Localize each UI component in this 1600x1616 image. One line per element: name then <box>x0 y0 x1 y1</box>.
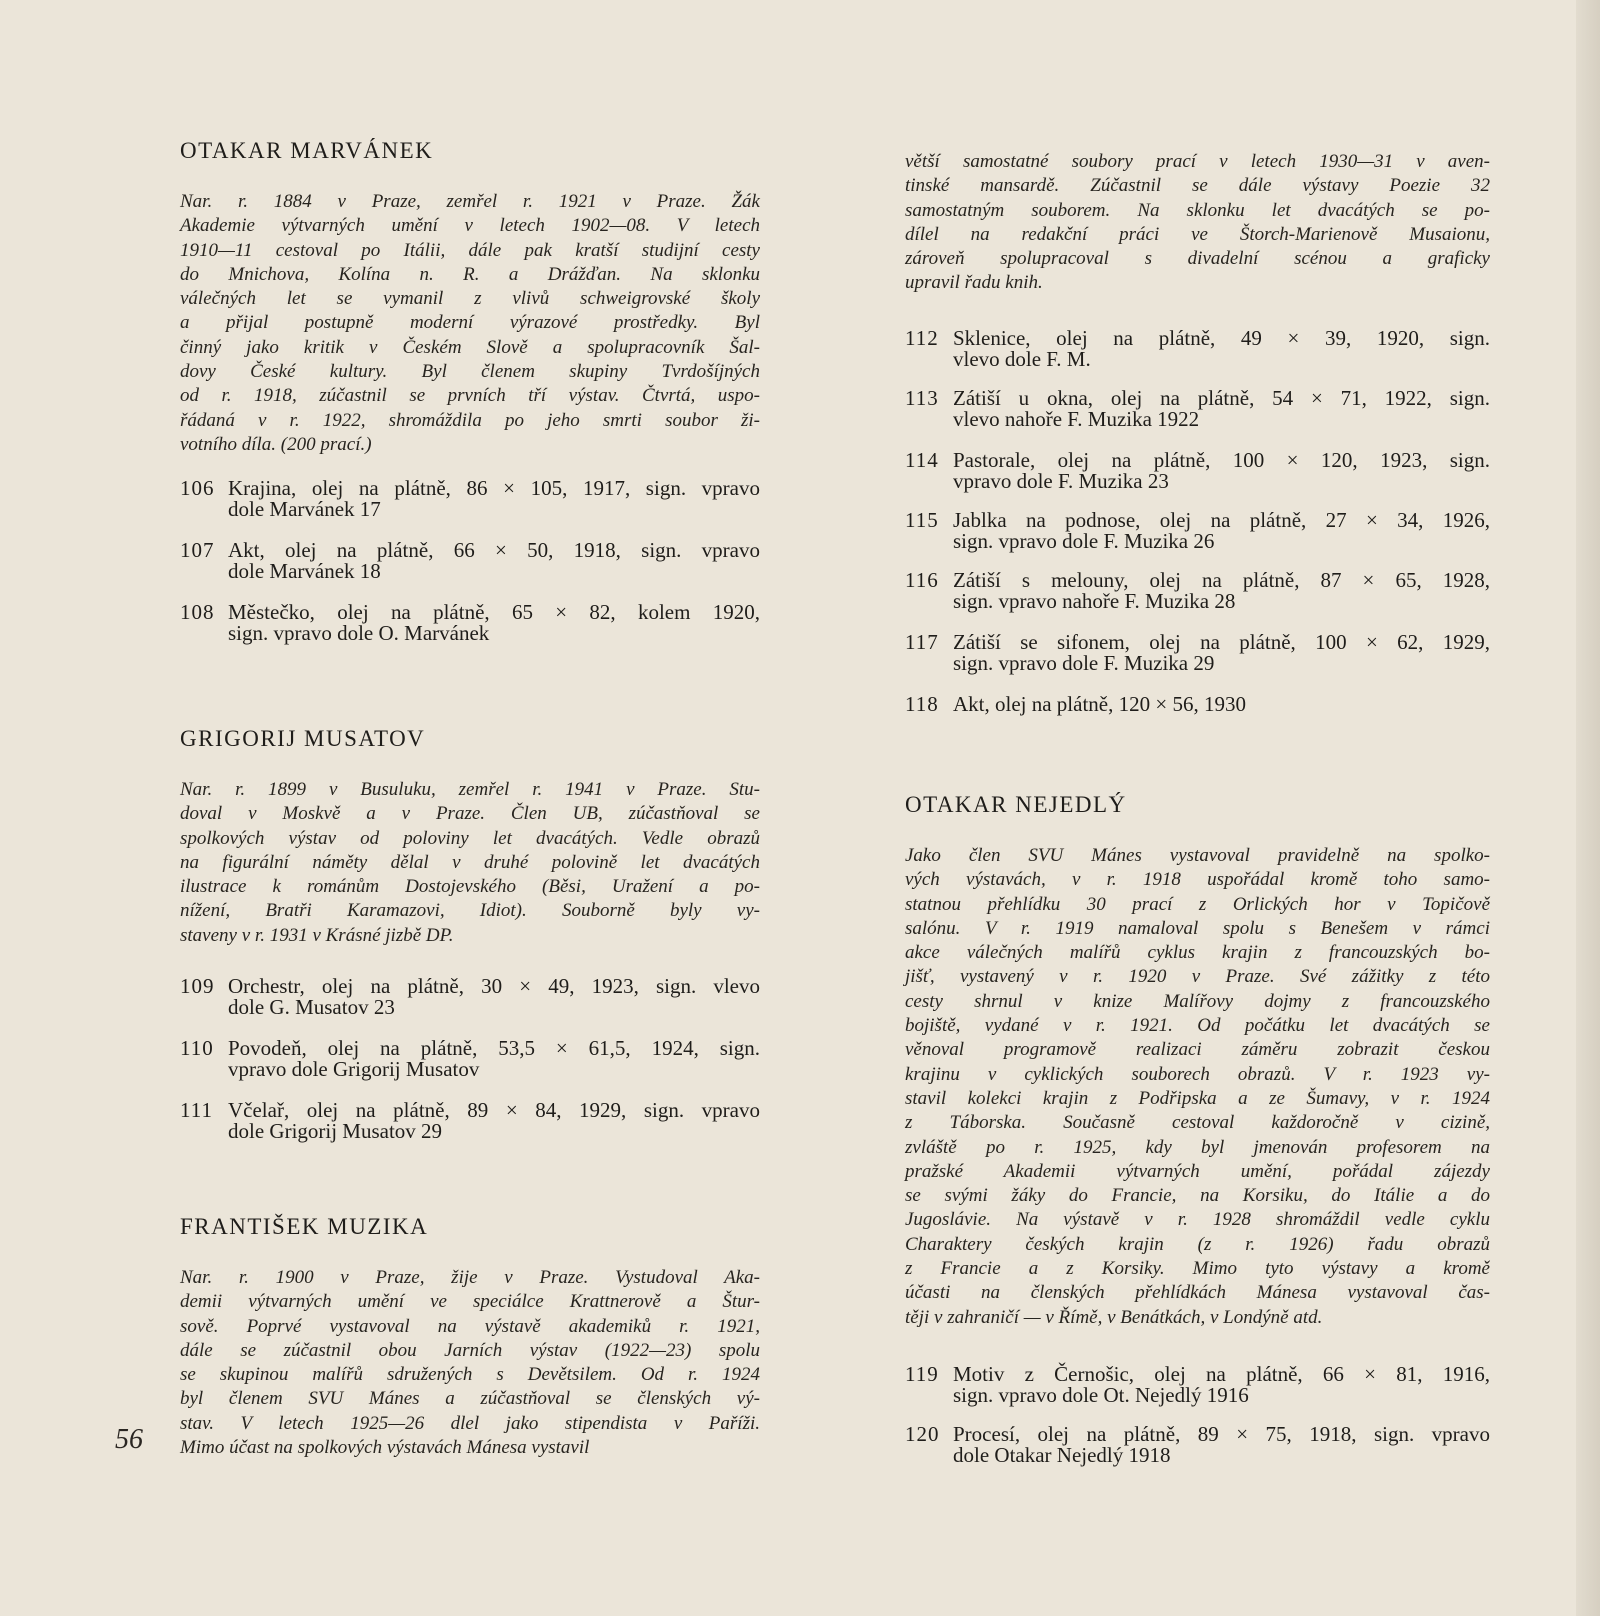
bio-line: Nar. r. 1899 v Busuluku, zemřel r. 1941 v Praze. Stu- <box>180 779 760 800</box>
catalogue-entry <box>905 448 1490 493</box>
catalogue-number: 120 <box>905 1422 940 1446</box>
catalogue-description-line: dole Marvánek 18 <box>228 559 381 583</box>
catalogue-number: 113 <box>905 386 939 410</box>
catalogue-description-line: vlevo dole F. M. <box>953 347 1091 371</box>
bio-line: válečných let se vymanil z vlivů schweigrovské školy <box>180 288 760 310</box>
page-number: 56 <box>115 1424 143 1455</box>
bio-line: samostatným souborem. Na sklonku let dvacátých se po- <box>905 199 1490 221</box>
bio-line: 1910—11 cestoval po Itálii, dále pak kratší studijní cesty <box>180 239 760 261</box>
catalogue-description-line: Zátiší se sifonem, olej na plátně, 100 × 62, 1929, <box>953 630 1490 654</box>
catalogue-description-line: Jablka na podnose, olej na plátně, 27 × 34, 1926, <box>953 508 1490 532</box>
bio-line: Jako člen SVU Mánes vystavoval pravidelně na spolko- <box>905 845 1490 866</box>
catalogue-description-line: dole Marvánek 17 <box>228 497 381 521</box>
artist-heading-musatov: GRIGORIJ MUSATOV <box>180 726 426 751</box>
page-gutter-shadow <box>1576 0 1600 1616</box>
catalogue-entry <box>905 508 1490 553</box>
artist-heading-marvanek: OTAKAR MARVÁNEK <box>180 138 434 163</box>
bio-line: salónu. V r. 1919 namaloval spolu s Benešem v rámci <box>905 917 1490 939</box>
catalogue-entry <box>905 326 1490 371</box>
catalogue-entry <box>905 1422 1490 1467</box>
catalogue-description-line: Zátiší s melouny, olej na plátně, 87 × 65, 1928, <box>953 568 1490 592</box>
catalogue-description-line: Motiv z Černošic, olej na plátně, 66 × 81, 1916, <box>953 1362 1490 1386</box>
bio-line: bojiště, vydané v r. 1921. Od počátku let dvacátých se <box>905 1015 1490 1037</box>
bio-line: cesty shrnul v knize Malířovy dojmy z francouzského <box>905 990 1490 1012</box>
catalogue-entry <box>905 630 1490 675</box>
bio-line: do Mnichova, Kolína n. R. a Drážďan. Na sklonku <box>180 263 760 285</box>
artist-bio-nejedly <box>905 844 1490 1330</box>
bio-line: Mimo účast na spolkových výstavách Mánesa vystavil <box>180 1437 590 1459</box>
bio-line: stav. V letech 1925—26 dlel jako stipendista v Paříži. <box>180 1412 760 1434</box>
catalogue-number: 111 <box>180 1098 213 1122</box>
bio-line: větší samostatné soubory prací v letech 1930—31 v aven- <box>905 151 1490 172</box>
catalogue-description-line: Včelař, olej na plátně, 89 × 84, 1929, sign. vpravo <box>228 1098 760 1122</box>
catalogue-description-line: dole Otakar Nejedlý 1918 <box>953 1443 1171 1467</box>
catalogue-number: 109 <box>180 974 215 998</box>
catalogue-entry <box>180 1036 760 1081</box>
catalogue-description-line: vpravo dole Grigorij Musatov <box>228 1057 480 1081</box>
bio-line: těji v zahraničí — v Římě, v Benátkách, v Londýně atd. <box>905 1306 1323 1328</box>
catalogue-description-line: vlevo nahoře F. Muzika 1922 <box>953 407 1200 431</box>
catalogue-entry <box>180 600 760 645</box>
bio-line: řádaná v r. 1922, shromáždila po jeho smrti soubor ži- <box>180 409 760 431</box>
artist-heading-nejedly: OTAKAR NEJEDLÝ <box>905 792 1127 817</box>
artist-bio-marvanek <box>180 190 760 457</box>
catalogue-entry <box>180 1098 760 1143</box>
catalogue-number: 119 <box>905 1362 939 1386</box>
catalogue-description-line: Krajina, olej na plátně, 86 × 105, 1917, sign. vpravo <box>228 476 760 500</box>
catalogue-entry <box>180 476 760 521</box>
catalogue-description-line: vpravo dole F. Muzika 23 <box>953 469 1169 493</box>
bio-line: demii výtvarných umění ve speciálce Krattnerově a Štur- <box>180 1291 760 1313</box>
catalogue-number: 115 <box>905 508 939 532</box>
artist-bio-muzika-continued <box>905 150 1490 296</box>
bio-line: tinské mansardě. Zúčastnil se dále výstavy Poezie 32 <box>905 175 1490 197</box>
catalogue-description-line: sign. vpravo dole Ot. Nejedlý 1916 <box>953 1383 1249 1407</box>
artist-heading-muzika: FRANTIŠEK MUZIKA <box>180 1214 429 1239</box>
bio-line: Nar. r. 1900 v Praze, žije v Praze. Vystudoval Aka- <box>180 1267 760 1288</box>
catalogue-description-line: sign. vpravo dole F. Muzika 29 <box>953 651 1215 675</box>
bio-line: staveny v r. 1931 v Krásné jizbě DP. <box>180 924 454 946</box>
bio-line: dále se zúčastnil obou Jarních výstav (1922—23) spolu <box>180 1339 760 1361</box>
catalogue-description-line: Sklenice, olej na plátně, 49 × 39, 1920, sign. <box>953 326 1490 350</box>
catalogue-number: 116 <box>905 568 939 592</box>
bio-line: pražské Akademii výtvarných umění, pořádal zájezdy <box>905 1160 1490 1182</box>
bio-line: a přijal postupně moderní výrazové prostředky. Byl <box>180 312 760 334</box>
bio-line: zvláště po r. 1925, kdy byl jmenován profesorem na <box>905 1136 1490 1158</box>
bio-line: upravil řadu knih. <box>905 272 1043 294</box>
bio-line: z Francie a z Korsiky. Mimo tyto výstavy a kromě <box>905 1258 1490 1280</box>
bio-line: votního díla. (200 prací.) <box>180 433 372 455</box>
catalogue-entry <box>180 974 760 1019</box>
bio-line: Nar. r. 1884 v Praze, zemřel r. 1921 v Praze. Žák <box>180 191 760 212</box>
bio-line: věnoval programově realizaci záměru zobrazit českou <box>905 1039 1490 1061</box>
bio-line: dílel na redakční práci ve Štorch-Marienově Musaionu, <box>905 223 1490 245</box>
bio-line: se svými žáky do Francie, na Korsiku, do Itálie a do <box>905 1185 1490 1207</box>
catalogue-entry <box>905 568 1490 613</box>
bio-line: doval v Moskvě a v Praze. Člen UB, zúčastňoval se <box>180 803 760 825</box>
catalogue-entry <box>905 386 1490 431</box>
catalogue-number: 108 <box>180 600 215 624</box>
catalogue-description-line: sign. vpravo dole O. Marvánek <box>228 621 490 645</box>
catalogue-number: 106 <box>180 476 215 500</box>
catalogue-description-line: sign. vpravo dole F. Muzika 26 <box>953 529 1215 553</box>
catalogue-number: 107 <box>180 538 215 562</box>
catalogue-number: 112 <box>905 326 939 350</box>
bio-line: činný jako kritik v Českém Slově a spolupracovník Šal- <box>180 336 760 358</box>
bio-line: vých výstavách, v r. 1918 uspořádal kromě toho samo- <box>905 869 1490 891</box>
bio-line: akce válečných malířů cyklus krajin z francouzských bo- <box>905 942 1490 964</box>
catalogue-number: 117 <box>905 630 939 654</box>
artist-bio-muzika <box>180 1266 760 1460</box>
catalogue-description-line: Procesí, olej na plátně, 89 × 75, 1918, sign. vpravo <box>953 1422 1490 1446</box>
catalogue-description-line: dole G. Musatov 23 <box>228 995 395 1019</box>
bio-line: účasti na členských přehlídkách Mánesa vystavoval čas- <box>905 1282 1490 1304</box>
bio-line: od r. 1918, zúčastnil se prvních tří výstav. Čtvrtá, uspo- <box>180 385 760 407</box>
catalogue-entry <box>180 538 760 583</box>
catalogue-number: 114 <box>905 448 939 472</box>
catalogue-description-line: Pastorale, olej na plátně, 100 × 120, 1923, sign. <box>953 448 1490 472</box>
bio-line: Akademie výtvarných umění v letech 1902—08. V letech <box>180 215 760 237</box>
bio-line: Jugoslávie. Na výstavě v r. 1928 shromáždil vedle cyklu <box>905 1209 1490 1231</box>
catalogue-description-line: Povodeň, olej na plátně, 53,5 × 61,5, 1924, sign. <box>228 1036 760 1060</box>
bio-line: ilustrace k románům Dostojevského (Běsi, Uražení a po- <box>180 876 760 898</box>
catalogue-description-line: sign. vpravo nahoře F. Muzika 28 <box>953 589 1236 613</box>
catalogue-description-line: Orchestr, olej na plátně, 30 × 49, 1923, sign. vlevo <box>228 974 760 998</box>
catalogue-description-line: Akt, olej na plátně, 120 × 56, 1930 <box>953 692 1246 716</box>
catalogue-description-line: dole Grigorij Musatov 29 <box>228 1119 443 1143</box>
catalogue-description-line: Akt, olej na plátně, 66 × 50, 1918, sign. vpravo <box>228 538 760 562</box>
catalogue-entry <box>905 1362 1490 1407</box>
bio-line: sově. Poprvé vystavoval na výstavě akademiků r. 1921, <box>180 1315 760 1337</box>
catalogue-description-line: Městečko, olej na plátně, 65 × 82, kolem 1920, <box>228 600 760 624</box>
bio-line: zároveň spolupracoval s divadelní scénou a graficky <box>905 248 1490 270</box>
catalogue-number: 118 <box>905 692 939 716</box>
bio-line: byl členem SVU Mánes a zúčastňoval se členských vý- <box>180 1388 760 1410</box>
catalogue-entry <box>905 692 1490 716</box>
bio-line: spolkových výstav od poloviny let dvacátých. Vedle obrazů <box>180 827 760 849</box>
bio-line: z Táborska. Současně cestoval každoročně v cizině, <box>905 1112 1490 1134</box>
bio-line: stavil kolekci krajin z Podřipska a ze Šumavy, v r. 1924 <box>905 1087 1490 1109</box>
artist-bio-musatov <box>180 778 760 948</box>
bio-line: na figurální náměty dělal v druhé polovině let dvacátých <box>180 851 760 873</box>
bio-line: statnou přehlídku 30 prací z Orlických hor v Topičově <box>905 893 1490 915</box>
catalogue-number: 110 <box>180 1036 214 1060</box>
bio-line: se skupinou malířů sdružených s Devětsilem. Od r. 1924 <box>180 1364 760 1386</box>
bio-line: Charaktery českých krajin (z r. 1926) řadu obrazů <box>905 1233 1490 1255</box>
bio-line: dovy České kultury. Byl členem skupiny Tvrdošíjných <box>180 361 760 383</box>
bio-line: nížení, Bratři Karamazovi, Idiot). Souborně byly vy- <box>180 900 760 922</box>
catalogue-description-line: Zátiší u okna, olej na plátně, 54 × 71, 1922, sign. <box>953 386 1490 410</box>
bio-line: krajinu v cyklických souborech obrazů. V r. 1923 vy- <box>905 1063 1490 1085</box>
bio-line: jišť, vystavený v r. 1920 v Praze. Své zážitky z této <box>905 966 1490 988</box>
